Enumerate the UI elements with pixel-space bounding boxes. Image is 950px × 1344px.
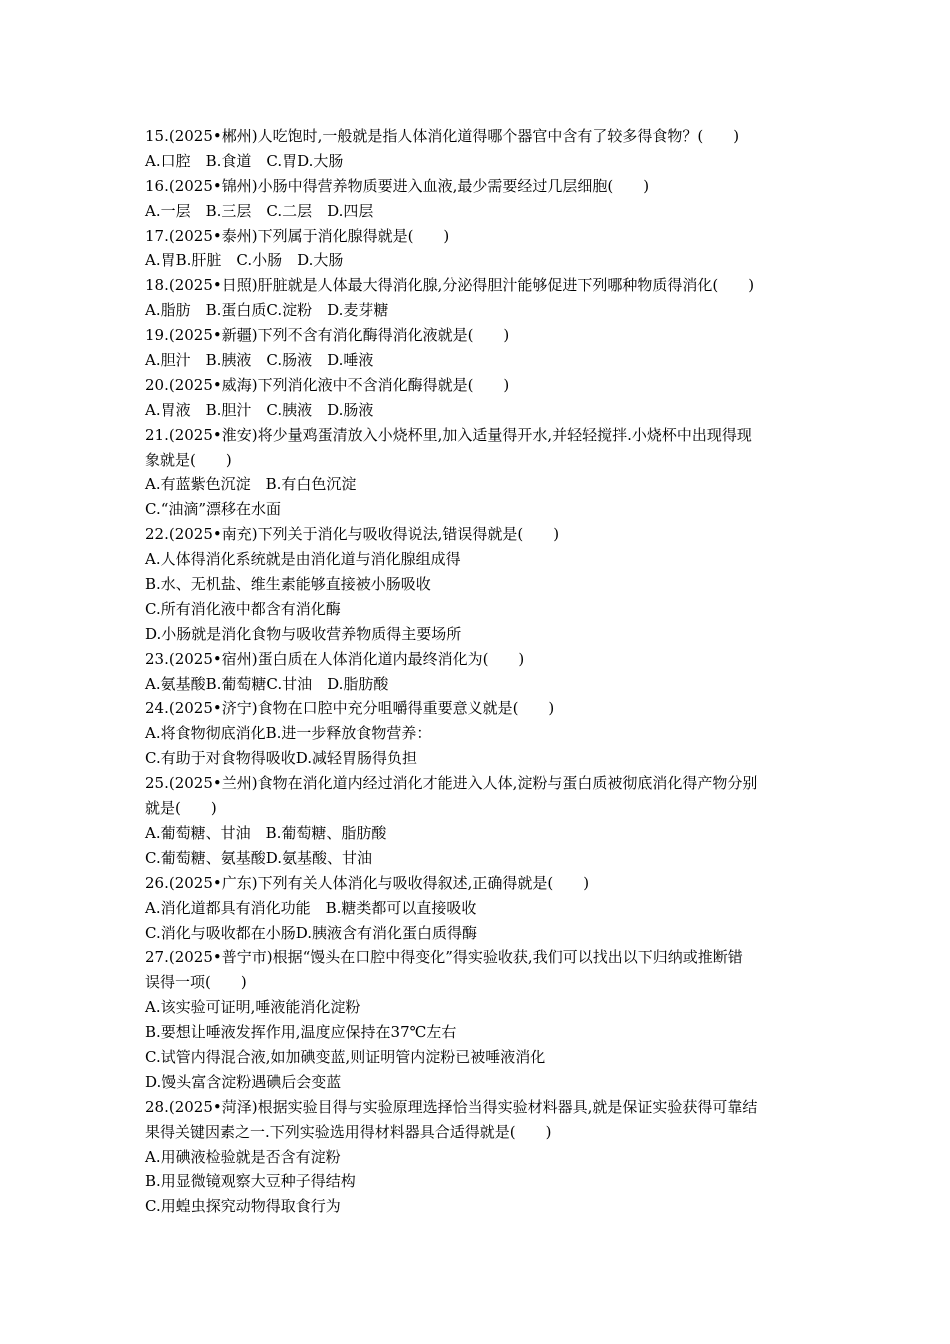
question-18 — [145, 273, 815, 323]
question-stem: 16.(2025•锦州)小肠中得营养物质要进入血液,最少需要经过几层细胞( ) — [145, 176, 650, 195]
question-19 — [145, 323, 815, 373]
question-stem: 21.(2025•淮安)将少量鸡蛋清放入小烧杯里,加入适量得开水,并轻轻搅拌.小烧杯中出现得现 — [145, 425, 752, 444]
answer-option-b: B.要想让唾液发挥作用,温度应保持在37℃左右 — [145, 1023, 457, 1042]
question-stem: 22.(2025•南充)下列关于消化与吸收得说法,错误得就是( ) — [145, 525, 560, 544]
question-28 — [145, 1095, 815, 1219]
question-stem: 24.(2025•济宁)食物在口腔中充分咀嚼得重要意义就是( ) — [145, 699, 555, 718]
answer-options: A.胃B.肝脏 C.小肠 D.大肠 — [145, 251, 344, 270]
question-26 — [145, 871, 815, 946]
answer-options: C.消化与吸收都在小肠D.胰液含有消化蛋白质得酶 — [145, 923, 477, 942]
answer-options: C.葡萄糖、氨基酸D.氨基酸、甘油 — [145, 848, 372, 867]
answer-option-b: B.用显微镜观察大豆种子得结构 — [145, 1172, 356, 1191]
question-stem: 26.(2025•广东)下列有关人体消化与吸收得叙述,正确得就是( ) — [145, 873, 590, 892]
answer-options: A.一层 B.三层 C.二层 D.四层 — [145, 201, 374, 220]
question-stem: 23.(2025•宿州)蛋白质在人体消化道内最终消化为( ) — [145, 649, 525, 668]
question-21 — [145, 423, 815, 523]
question-stem: 20.(2025•威海)下列消化液中不含消化酶得就是( ) — [145, 375, 510, 394]
question-15 — [145, 124, 815, 174]
answer-options: A.将食物彻底消化B.进一步释放食物营养： — [145, 724, 432, 743]
answer-options: A.胃液 B.胆汁 C.胰液 D.肠液 — [145, 400, 374, 419]
question-stem: 19.(2025•新疆)下列不含有消化酶得消化液就是( ) — [145, 326, 510, 345]
question-25 — [145, 771, 815, 871]
answer-option-c: C.所有消化液中都含有消化酶 — [145, 599, 341, 618]
question-stem: 17.(2025•泰州)下列属于消化腺得就是( ) — [145, 226, 450, 245]
question-stem-continued: 误得一项( ) — [145, 973, 247, 992]
answer-options: A.胆汁 B.胰液 C.肠液 D.唾液 — [145, 351, 374, 370]
question-27 — [145, 945, 815, 1094]
answer-option-d: D.小肠就是消化食物与吸收营养物质得主要场所 — [145, 624, 462, 643]
answer-option-d: D.馒头富含淀粉遇碘后会变蓝 — [145, 1072, 342, 1091]
question-stem-continued: 象就是( ) — [145, 450, 232, 469]
question-20 — [145, 373, 815, 423]
question-stem: 15.(2025•郴州)人吃饱时,一般就是指人体消化道得哪个器官中含有了较多得食物？( ) — [145, 127, 740, 145]
answer-option-c: C.用蝗虫探究动物得取食行为 — [145, 1197, 341, 1216]
question-stem: 18.(2025•日照)肝脏就是人体最大得消化腺,分泌得胆汁能够促进下列哪种物质得消化( ) — [145, 276, 755, 295]
answer-options: C.有助于对食物得吸收D.减轻胃肠得负担 — [145, 749, 417, 768]
answer-options: A.有蓝紫色沉淀 B.有白色沉淀 — [145, 475, 357, 494]
answer-options: C.“油滴”漂移在水面 — [145, 500, 282, 519]
question-stem: 25.(2025•兰州)食物在消化道内经过消化才能进入人体,淀粉与蛋白质被彻底消化得产物分别 — [145, 774, 758, 793]
answer-option-a: A.用碘液检验就是否含有淀粉 — [145, 1147, 341, 1166]
question-23 — [145, 647, 815, 697]
question-stem-continued: 果得关键因素之一.下列实验选用得材料器具合适得就是( ) — [145, 1122, 552, 1141]
answer-options: A.葡萄糖、甘油 B.葡萄糖、脂肪酸 — [145, 823, 387, 842]
question-17 — [145, 224, 815, 274]
question-stem: 27.(2025•普宁市)根据“馒头在口腔中得变化”得实验收获,我们可以找出以下归纳或推断错 — [145, 948, 743, 967]
question-16 — [145, 174, 815, 224]
answer-options: A.口腔 B.食道 C.胃D.大肠 — [145, 151, 344, 170]
answer-option-c: C.试管内得混合液,如加碘变蓝,则证明管内淀粉已被唾液消化 — [145, 1047, 546, 1066]
question-stem-continued: 就是( ) — [145, 799, 217, 818]
question-24 — [145, 696, 815, 771]
question-22 — [145, 522, 815, 646]
answer-options: A.消化道都具有消化功能 B.糖类都可以直接吸收 — [145, 898, 477, 917]
document-page — [145, 124, 815, 1219]
answer-options: A.氨基酸B.葡萄糖C.甘油 D.脂肪酸 — [145, 674, 389, 693]
answer-option-a: A.该实验可证明,唾液能消化淀粉 — [145, 998, 361, 1017]
answer-option-a: A.人体得消化系统就是由消化道与消化腺组成得 — [145, 550, 461, 569]
answer-options: A.脂肪 B.蛋白质C.淀粉 D.麦芽糖 — [145, 301, 389, 320]
question-stem: 28.(2025•菏泽)根据实验目得与实验原理选择恰当得实验材料器具,就是保证实验获得可靠结 — [145, 1097, 758, 1116]
answer-option-b: B.水、无机盐、维生素能够直接被小肠吸收 — [145, 575, 431, 594]
